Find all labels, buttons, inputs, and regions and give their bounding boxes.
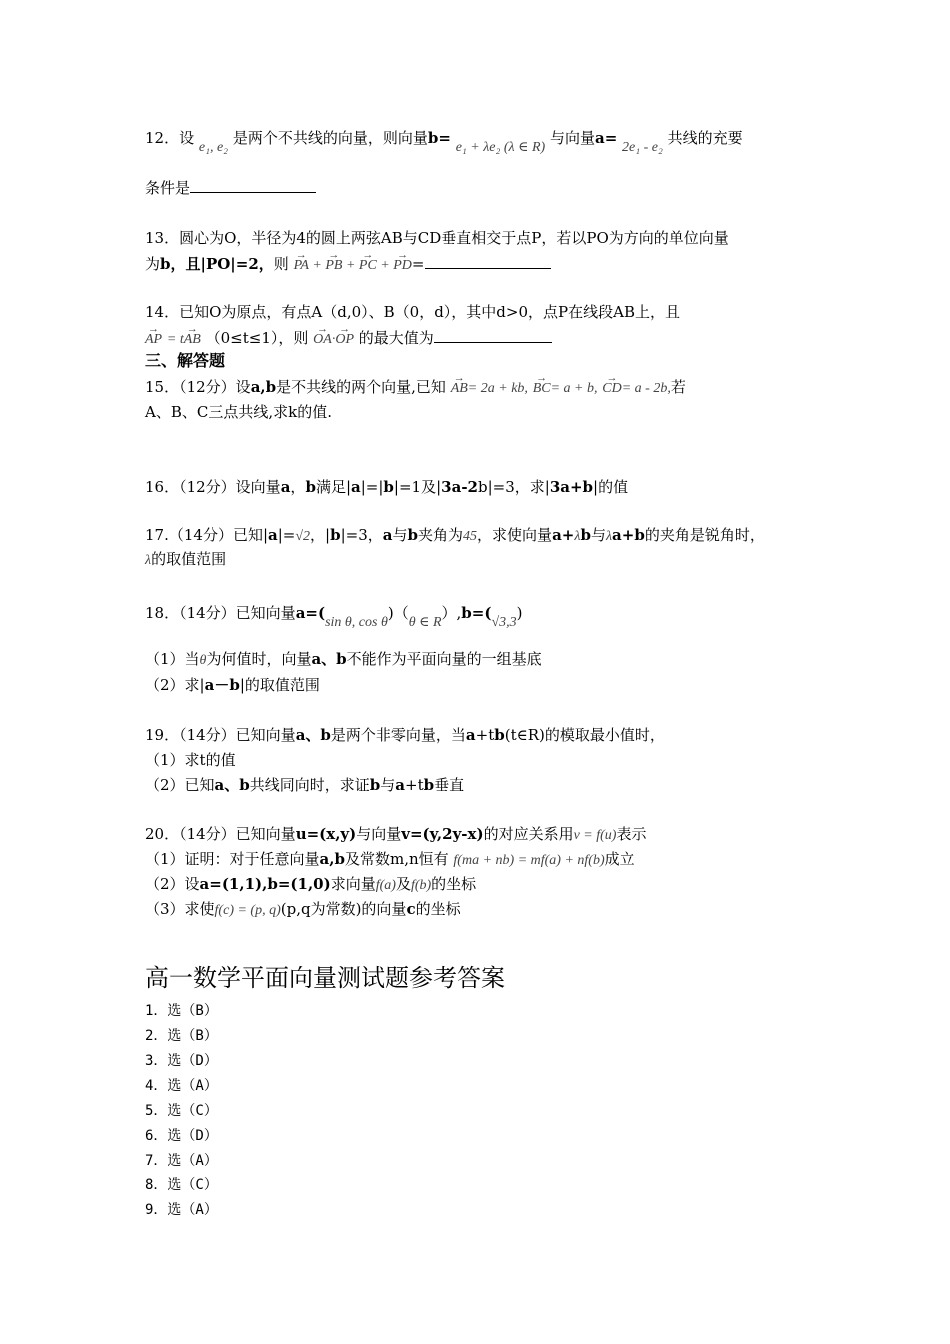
- q15-ab: a,b: [250, 378, 277, 396]
- q17-bold: b: [407, 526, 419, 544]
- q17-bold: b: [580, 526, 591, 544]
- q15-expr: = a - 2b,: [621, 381, 671, 396]
- q13-line2: 为b，且|PO|=2，则 → PA + → PB + → PC + → PD=: [145, 254, 551, 276]
- q15-expr: = 2a + kb,: [467, 381, 528, 396]
- q20-text: 20．（14分）已知向量: [145, 825, 296, 843]
- vector-pb: → PB: [325, 256, 342, 276]
- answer-blank: [190, 178, 316, 193]
- q17-bold: a: [382, 526, 393, 544]
- q19-text: 19．（14分）已知向量: [145, 726, 296, 744]
- q19-text: （2）已知: [145, 776, 215, 794]
- q17-text: 的取值范围: [151, 550, 227, 568]
- q20-bold: a,b: [319, 850, 345, 868]
- q20-text: （1）证明：对于任意向量: [145, 850, 320, 868]
- q19-line1: [145, 725, 665, 745]
- q18-text: ): [516, 604, 523, 622]
- q18-text: 18．（14分）已知向量: [145, 604, 296, 622]
- q18-part1: [145, 649, 542, 671]
- q12-expr1: e₁ + λe₂ (λ ∈ R): [455, 140, 546, 155]
- q19-text: 垂直: [434, 776, 465, 794]
- q17-text: 的夹角是锐角时，: [644, 526, 765, 544]
- q20-line1: [145, 824, 646, 846]
- q17-text: 与: [590, 526, 606, 544]
- q17-text: ，求使向量: [477, 526, 553, 544]
- vector-op: → OP: [335, 330, 354, 350]
- q20-part1: [145, 849, 635, 871]
- q13-bold: b，且|PO|=2，: [160, 255, 274, 273]
- q12-text: 共线的充要: [667, 129, 743, 147]
- answer-item: 7．选（A）: [145, 1153, 218, 1169]
- q19-text: +t: [405, 776, 424, 794]
- q20-part2: [145, 874, 476, 896]
- q20-part3: [145, 899, 461, 921]
- q15-expr: = a + b,: [550, 381, 598, 396]
- q14-text: 14．已知O为原点，有点A（d,0）、B（0，d），其中d>0，点P在线段AB上，且: [145, 303, 680, 321]
- q19-part2: [145, 775, 464, 795]
- vector-cd: → CD: [602, 379, 621, 399]
- q20-text: 的坐标: [431, 875, 477, 893]
- q16-bold: a: [351, 478, 361, 496]
- q16-text: ，: [290, 478, 306, 496]
- answer-item: 2．选（B）: [145, 1028, 218, 1044]
- q16-bold: a: [280, 478, 291, 496]
- q12-b: b=: [427, 129, 451, 147]
- q20-text: 表示: [616, 825, 647, 843]
- q15-line2: [145, 402, 332, 422]
- answer-item: 9．选（A）: [145, 1202, 218, 1218]
- q14-line2: [145, 328, 552, 350]
- q20-text: (p,q为常数)的向量: [280, 900, 407, 918]
- q17-line2: [145, 549, 226, 571]
- vector-ab: → AB: [451, 379, 468, 399]
- answer-item: 5．选（C）: [145, 1103, 218, 1119]
- q17-text: ，|: [310, 526, 331, 544]
- q18-text: （2）求|: [145, 676, 205, 694]
- q17-bold: b: [330, 526, 341, 544]
- q19-bold: a、b: [214, 776, 250, 794]
- q20-expr: f(c) = (p, q): [214, 903, 281, 918]
- vector-oa: → OA: [313, 330, 332, 350]
- q12-line2: [145, 178, 316, 198]
- q19-text: （1）求t的值: [145, 751, 236, 769]
- answer-item: 8．选（C）: [145, 1177, 218, 1193]
- q20-text: 与向量: [356, 825, 402, 843]
- q16-line: [145, 477, 628, 497]
- section-heading: 三、解答题: [145, 351, 226, 370]
- q13-line1: [145, 228, 729, 248]
- q20-expr: v = f(u): [573, 828, 617, 843]
- q17-bold: a: [268, 526, 278, 544]
- q20-bold: u=(x,y): [295, 825, 357, 843]
- vector-ab: → AB: [184, 330, 201, 350]
- q20-text: 及: [395, 875, 411, 893]
- q20-text: （3）求使: [145, 900, 215, 918]
- q18-text: )（: [387, 604, 409, 622]
- q13-text: 则: [273, 255, 289, 273]
- q18-text: 为何值时，向量: [206, 650, 312, 668]
- answer-item: 3．选（D）: [145, 1053, 218, 1069]
- q13-text: 为: [145, 255, 161, 273]
- q18-line1: [145, 603, 523, 630]
- q19-text: (t∈R)的模取最小值时，: [504, 726, 665, 744]
- q16-bold: 3a-2: [441, 478, 478, 496]
- q16-text: b|=3，求|: [477, 478, 550, 496]
- theta-symbol: θ: [199, 653, 207, 668]
- q12-text: 与向量: [549, 129, 595, 147]
- vector-bc: → BC: [533, 379, 551, 399]
- answer-blank: [425, 254, 551, 269]
- q19-text: 与: [380, 776, 396, 794]
- q18-text: |的取值范围: [239, 676, 320, 694]
- q14-text: （0≤t≤1），则: [205, 329, 309, 347]
- vector-pa: → PA: [294, 256, 309, 276]
- q16-text: |的值: [593, 478, 629, 496]
- lambda-symbol: λ: [605, 529, 613, 544]
- q19-text: 是两个非零向量，当: [330, 726, 466, 744]
- q15-text: 若: [670, 378, 686, 396]
- q20-bold: c: [406, 900, 416, 918]
- q17-text: 与: [392, 526, 408, 544]
- q16-bold: 3a+b: [549, 478, 594, 496]
- q17-text: 夹角为: [418, 526, 464, 544]
- q17-text: |=3，: [340, 526, 383, 544]
- q20-text: 的坐标: [415, 900, 461, 918]
- q19-bold: b: [494, 726, 505, 744]
- q18-part2: [145, 675, 320, 695]
- vector-pc: → PC: [359, 256, 377, 276]
- q19-bold: a: [395, 776, 406, 794]
- q20-text: 成立: [604, 850, 635, 868]
- q20-text: 的对应关系用: [483, 825, 574, 843]
- q14-eq: = t: [166, 332, 184, 347]
- lambda-symbol: λ: [574, 529, 581, 544]
- answer-item: 6．选（D）: [145, 1128, 218, 1144]
- q17-text: 17.（14分）已知|: [145, 526, 268, 544]
- q19-text: 共线同向时，求证: [249, 776, 370, 794]
- q20-text: 求向量: [330, 875, 376, 893]
- answer-item: 4．选（A）: [145, 1078, 218, 1094]
- q12-a: a=: [594, 129, 618, 147]
- q12-e12: e₁, e₂: [198, 140, 229, 155]
- q12-text: 12．设: [145, 129, 195, 147]
- q20-bold: v=(y,2y-x): [401, 825, 484, 843]
- q15-line1: [145, 377, 686, 399]
- q14-line1: [145, 302, 680, 322]
- answer-title: 高一数学平面向量测试题参考答案: [145, 964, 505, 992]
- q12-text: 是两个不共线的向量，则向量: [232, 129, 428, 147]
- q18-text: （1）当: [145, 650, 200, 668]
- q16-text: |=1及|: [393, 478, 442, 496]
- q15-text: A、B、C三点共线,求k的值.: [145, 403, 332, 421]
- q19-bold: a: [465, 726, 476, 744]
- q19-part1: [145, 750, 236, 770]
- q14-dot: ·: [331, 332, 336, 347]
- q13-text: 13．圆心为O，半径为4的圆上两弦AB与CD垂直相交于点P，若以PO为方向的单位向量: [145, 229, 729, 247]
- q19-bold: b: [369, 776, 381, 794]
- q18-bold: a=(: [295, 604, 326, 622]
- q16-text: 满足|: [315, 478, 351, 496]
- q13-eq: =: [411, 255, 425, 273]
- q20-expr: f(a): [375, 878, 396, 893]
- answer-item: 1．选（B）: [145, 1003, 218, 1019]
- q14-text: 的最大值为: [358, 329, 434, 347]
- answer-blank: [434, 328, 552, 343]
- q17-angle: 45: [463, 529, 478, 544]
- q12-line1: [145, 128, 743, 155]
- q17-sqrt2: √2: [295, 529, 311, 544]
- q19-bold: a、b: [295, 726, 331, 744]
- q12-expr2: 2e₁ - e₂: [622, 140, 663, 155]
- q17-bold: a+: [552, 526, 575, 544]
- q18-theta: θ ∈ R: [408, 615, 442, 630]
- q18-text: ）,: [441, 604, 462, 622]
- q18-bold: b=(: [461, 604, 492, 622]
- vector-ap: → AP: [145, 330, 162, 350]
- q16-bold: b: [305, 478, 316, 496]
- q19-bold: b: [423, 776, 435, 794]
- q17-line1: [145, 525, 765, 547]
- q16-text: 16．（12分）设向量: [145, 478, 281, 496]
- q17-bold: a+b: [612, 526, 645, 544]
- q18-bold: a－b: [204, 676, 240, 694]
- q12-text: 条件是: [145, 179, 191, 197]
- q17-text: |=: [277, 526, 296, 544]
- q20-text: （2）设: [145, 875, 200, 893]
- q19-text: +t: [475, 726, 495, 744]
- q18-text: 不能作为平面向量的一组基底: [346, 650, 542, 668]
- q16-text: |=|: [360, 478, 384, 496]
- q18-sqrt3: √3,3: [491, 615, 517, 630]
- q18-bold: a、b: [311, 650, 347, 668]
- vector-pd: → PD: [393, 256, 412, 276]
- q15-text: 是不共线的两个向量,已知: [276, 378, 446, 396]
- q15-text: 15．（12分）设: [145, 378, 251, 396]
- q20-bold: a=(1,1),b=(1,0): [199, 875, 331, 893]
- q20-text: 及常数m,n恒有: [344, 850, 449, 868]
- q16-bold: b: [383, 478, 394, 496]
- lambda-symbol: λ: [145, 553, 152, 568]
- q18-expr: sin θ, cos θ: [325, 615, 388, 630]
- q20-expr: f(ma + nb) = mf(a) + nf(b): [453, 853, 605, 868]
- q20-expr: f(b): [410, 878, 432, 893]
